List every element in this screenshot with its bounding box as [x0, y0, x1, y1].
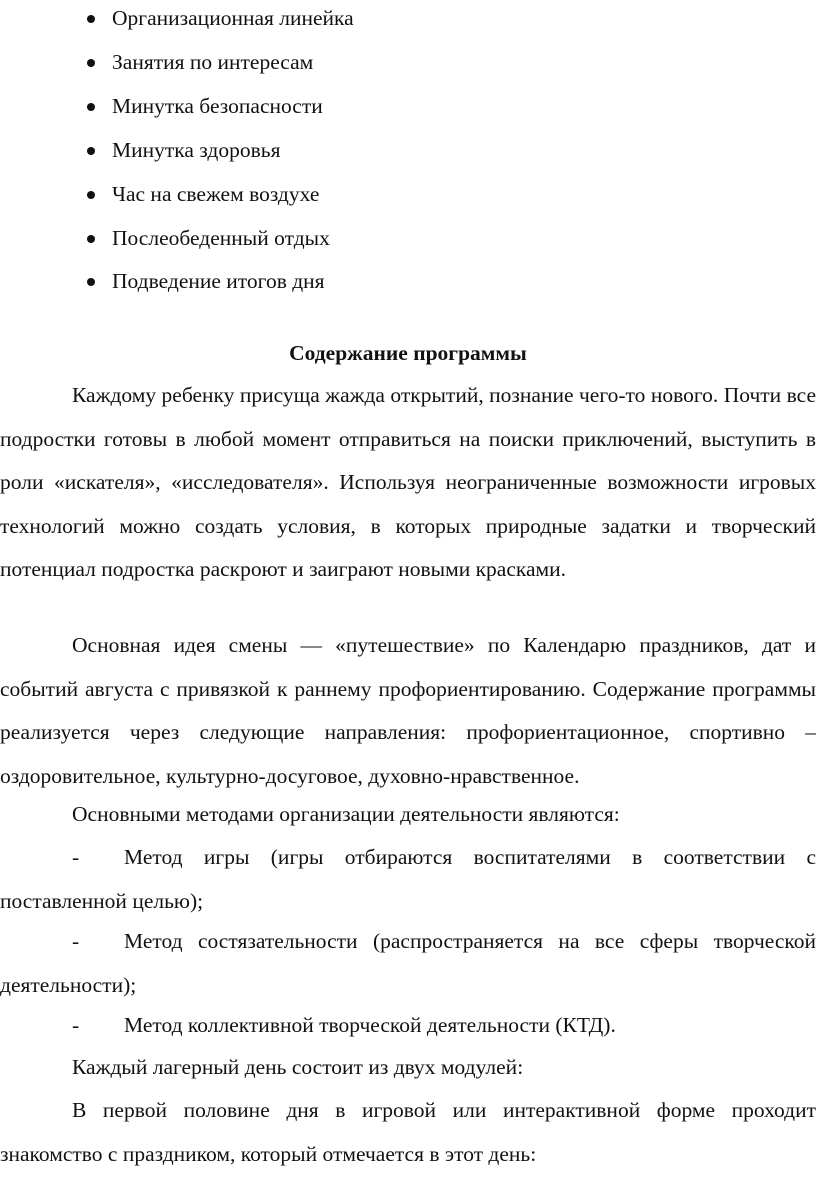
method-item-text: Метод состязательности (распространяется на все сферы творческой деятельности); — [0, 929, 816, 997]
list-item-text: Минутка безопасности — [112, 94, 323, 118]
list-item-text: Час на свежем воздухе — [112, 182, 320, 206]
bullet-icon — [87, 278, 95, 286]
dash-marker: - — [72, 929, 80, 953]
dash-marker: - — [72, 845, 80, 869]
bullet-icon — [87, 235, 95, 243]
paragraph-first-half: В первой половине дня в игровой или интерактивной форме проходит знакомство с праздником, который отмечается в этот день: — [0, 1098, 816, 1166]
section-heading: Содержание программы — [289, 341, 527, 365]
bullet-icon — [87, 147, 95, 155]
method-item — [0, 1004, 816, 1048]
method-item — [0, 836, 816, 923]
bullet-icon — [87, 191, 95, 199]
paragraph-day-modules: Каждый лагерный день состоит из двух модулей: — [72, 1055, 524, 1079]
list-item-text: Организационная линейка — [112, 6, 354, 30]
paragraph-methods-intro: Основными методами организации деятельности являются: — [72, 802, 620, 826]
bullet-icon — [87, 103, 95, 111]
method-item-text: Метод игры (игры отбираются воспитателями в соответствии с поставленной целью); — [0, 845, 816, 913]
list-item-text: Занятия по интересам — [112, 50, 314, 74]
paragraph-intro: Каждому ребенку присуща жажда открытий, познание чего-то нового. Почти все подростки готовы в любой момент отправиться на поиски приключений, выступить в роли «искателя», «исследователя». Используя неограниченные возможности игровых технологий можно создать условия, в которых природные задатки и творческий потенциал подростка раскроют и заиграют новыми красками. — [0, 383, 816, 582]
paragraph-main-idea: Основная идея смены — «путешествие» по Календарю праздников, дат и событий августа с привязкой к раннему профориентированию. Содержание программы реализуется через следующие направления: профориентационное, спортивно – оздоровительное, культурно-досуговое, духовно-нравственное. — [0, 633, 816, 788]
list-item-text: Послеобеденный отдых — [112, 226, 330, 250]
bullet-icon — [87, 59, 95, 67]
bullet-icon — [87, 15, 95, 23]
list-item-text: Подведение итогов дня — [112, 269, 325, 293]
method-item — [0, 920, 816, 1007]
method-item-text: Метод коллективной творческой деятельности (КТД). — [124, 1013, 616, 1037]
list-item-text: Минутка здоровья — [112, 138, 281, 162]
dash-marker: - — [72, 1013, 80, 1037]
